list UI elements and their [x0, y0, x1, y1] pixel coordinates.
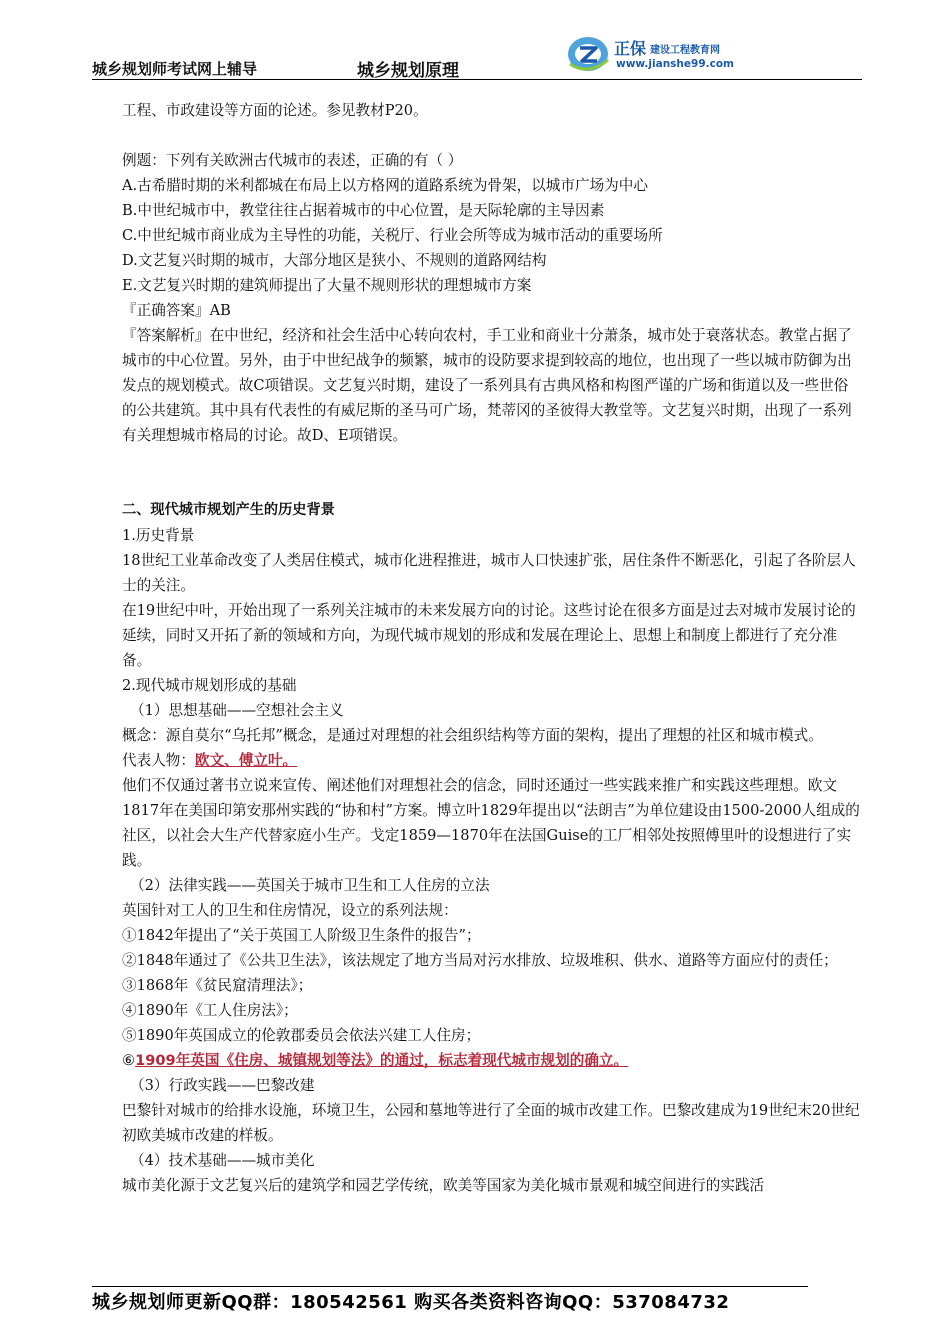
paragraph: 他们不仅通过著书立说来宣传、阐述他们对理想社会的信念，同时还通过一些实践来推广和实践这些理想。欧文1817年在美国印第安那州实践的“协和村”方案。博立叶1829年提出以“法朗吉”为单位建设由1500-2000人组成的社区，以社会大生产代替家庭小生产。戈定1859—1870年在法国Guise的工厂相邻处按照傅里叶的设想进行了实践。	[122, 777, 860, 869]
law-item-highlight	[122, 1048, 862, 1073]
logo-url[interactable]: www.jianshe99.com	[616, 58, 735, 70]
option-e: E.文艺复兴时期的建筑师提出了大量不规则形状的理想城市方案	[122, 277, 532, 294]
subheading-foundations: 2.现代城市规划形成的基础	[122, 677, 297, 694]
logo-tagline: 建设工程教育网	[650, 45, 720, 56]
representatives-label: 代表人物：	[122, 752, 195, 769]
law-item: ⑤1890年英国成立的伦敦郡委员会依法兴建工人住房；	[122, 1027, 481, 1044]
correct-answer: 『正确答案』AB	[122, 302, 231, 319]
option-a: A.古希腊时期的米利都城在布局上以方格网的道路系统为骨架，以城市广场为中心	[122, 177, 648, 194]
representatives-names: 欧文、傅立叶。	[194, 752, 298, 769]
law-item-marker: ⑥	[122, 1052, 136, 1069]
answer-analysis: 『答案解析』在中世纪，经济和社会生活中心转向农村，手工业和商业十分萧条，城市处于衰落状态。教堂占据了城市的中心位置。另外，由于中世纪战争的频繁，城市的设防要求提到较高的地位，也出现了一些以城市防御为出发点的规划模式。故C项错误。文艺复兴时期，建设了一系列具有古典风格和构图严谨的广场和街道以及一些世俗的公共建筑。其中具有代表性的有威尼斯的圣马可广场，梵蒂冈的圣彼得大教堂等。文艺复兴时期，出现了一系列有关理想城市格局的讨论。故D、E项错误。	[122, 327, 852, 444]
paragraph-concept: 概念：源自莫尔“乌托邦”概念，是通过对理想的社会组织结构等方面的架构，提出了理想的社区和城市模式。	[122, 727, 823, 744]
law-item: ③1868年《贫民窟清理法》；	[122, 977, 313, 994]
representatives	[122, 748, 862, 773]
section-heading: 二、现代城市规划产生的历史背景	[122, 502, 335, 518]
law-item: ①1842年提出了“关于英国工人阶级卫生条件的报告”；	[122, 927, 481, 944]
brand-logo[interactable]	[566, 32, 862, 78]
document-body	[122, 98, 862, 1198]
option-c: C.中世纪城市商业成为主导性的功能，关税厅、行业会所等成为城市活动的重要场所	[122, 227, 663, 244]
law-item: ④1890年《工人住房法》；	[122, 1002, 298, 1019]
question-stem: 例题：下列有关欧洲古代城市的表述，正确的有（ ）	[122, 152, 463, 169]
header-subject-title: 城乡规划原理	[357, 61, 459, 81]
footer-contact: 城乡规划师更新QQ群：180542561 购买各类资料咨询QQ：537084732	[92, 1292, 730, 1313]
logo-swirl-icon	[566, 34, 610, 74]
option-d: D.文艺复兴时期的城市，大部分地区是狭小、不规则的道路网结构	[122, 252, 547, 269]
law-item: ②1848年通过了《公共卫生法》，该法规定了地方当局对污水排放、垃圾堆积、供水、道路等方面应付的责任；	[122, 952, 838, 969]
header-divider	[92, 79, 862, 80]
paragraph: 在19世纪中叶，开始出现了一系列关注城市的未来发展方向的讨论。这些讨论在很多方面是过去对城市发展讨论的延续，同时又开拓了新的领域和方向，为现代城市规划的形成和发展在理论上、思想上和制度上都进行了充分准备。	[122, 602, 856, 669]
paragraph: 工程、市政建设等方面的论述。参见教材P20。	[122, 102, 428, 119]
law-intro: 英国针对工人的卫生和住房情况，设立的系列法规：	[122, 902, 458, 919]
option-b: B.中世纪城市中，教堂往往占据着城市的中心位置，是天际轮廓的主导因素	[122, 202, 605, 219]
footer-divider	[92, 1286, 808, 1287]
spacer	[122, 123, 862, 148]
subsection-city-beautiful: （4）技术基础——城市美化	[130, 1152, 315, 1169]
paragraph: 巴黎针对城市的给排水设施，环境卫生，公园和墓地等进行了全面的城市改建工作。巴黎改建成为19世纪末20世纪初欧美城市改建的样板。	[122, 1102, 860, 1144]
paragraph: 城市美化源于文艺复兴后的建筑学和园艺学传统，欧美等国家为美化城市景观和城空间进行的实践活	[122, 1177, 765, 1194]
law-item-emphasis: 1909年英国《住房、城镇规划等法》的通过，标志着现代城市规划的确立。	[135, 1052, 629, 1069]
paragraph: 18世纪工业革命改变了人类居住模式，城市化进程推进，城市人口快速扩张，居住条件不断恶化，引起了各阶层人士的关注。	[122, 552, 856, 594]
subsection-law: （2）法律实践——英国关于城市卫生和工人住房的立法	[130, 877, 490, 894]
header-course-title: 城乡规划师考试网上辅导	[92, 60, 258, 78]
logo-brand-name: 正保	[614, 39, 647, 58]
subheading-history: 1.历史背景	[122, 527, 195, 544]
subsection-utopian: （1）思想基础——空想社会主义	[130, 702, 344, 719]
page-header	[92, 32, 862, 80]
subsection-paris: （3）行政实践——巴黎改建	[130, 1077, 315, 1094]
spacer	[122, 448, 862, 498]
